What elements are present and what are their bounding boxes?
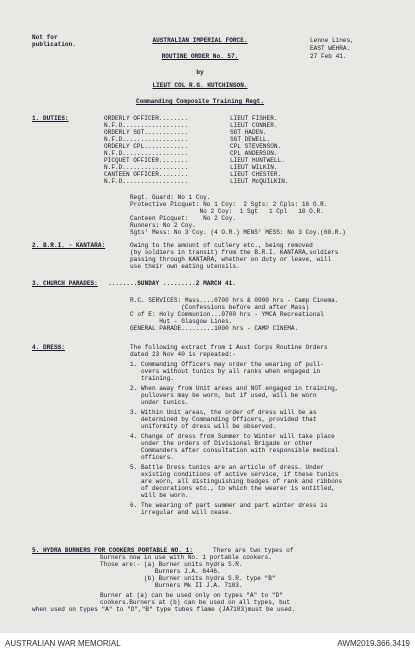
list-item: training.: [130, 375, 174, 382]
hydra-line: Burners J.A. 6446.: [100, 568, 221, 575]
guard-detail: Regt. Guard: No 1 Coy.: [130, 194, 211, 201]
footer-accession-number: AWM2019.366.3419: [337, 639, 410, 648]
duty-name: LIEUT McQUILKIN.: [230, 178, 289, 185]
duty-name: SGT DEWELL.: [230, 136, 271, 143]
duty-label: N.F.D..................: [104, 178, 189, 185]
location: Lenne Lines,: [310, 37, 354, 44]
duty-label: N.F.D..................: [104, 164, 189, 171]
duty-name: CPL STEVENSON.: [230, 143, 282, 150]
hydra-line: burners now in use with No. 1 portable cookers.: [100, 554, 272, 561]
list-item: under the orders of Divisional Brigade or other: [130, 440, 313, 447]
guard-detail: Canteen Picquet: No 2 Coy.: [130, 215, 237, 222]
hydra-line: Burners Mk II J.A. 7103.: [100, 582, 243, 589]
force-title: AUSTRALIAN IMPERIAL FORCE.: [152, 37, 248, 44]
list-item: of decorations etc., to which the wearer is entitled,: [130, 485, 335, 492]
list-item: uniformity of dress will be observed.: [130, 423, 277, 430]
list-item: overs without tunics by all ranks when engaged in: [130, 368, 321, 375]
hydra-line: Those are:- (a) Burner units hydra S.R.: [100, 561, 243, 568]
list-item: existing conditions of active service, if these tunics: [130, 471, 339, 478]
service-line: (Confessions before and after Mass): [130, 304, 310, 311]
bri-heading: 2. B.R.I. - KANTARA:: [32, 242, 106, 249]
dress-heading: 4. DRESS:: [32, 344, 65, 351]
list-item: are worn, all distinguishing badges of rank and ribbons: [130, 478, 343, 485]
duty-name: SGT HADEN.: [230, 129, 267, 136]
list-item: determined by Commanding Officers, provided that: [130, 416, 317, 423]
guard-detail: No 2 Coy: 1 Sgt 1 Cpl 10 O.R.: [130, 208, 324, 215]
dress-intro: The following extract from 1 Aust Corps Routine Orders: [130, 344, 328, 351]
duty-name: CPL ANDERSON.: [230, 150, 278, 157]
list-item: pullovers may be worn, but if used, will be worn: [130, 392, 317, 399]
bri-line: use their own eating utensils.: [130, 263, 240, 270]
duty-name: LIEUT FISHER.: [230, 115, 278, 122]
hydra-line: (b) Burner units hydra S.R. type "B": [100, 575, 276, 582]
list-item: will be worn.: [130, 492, 189, 499]
footer-source: AUSTRALIAN WAR MEMORIAL: [5, 639, 121, 648]
archive-footer: [0, 633, 415, 653]
list-item: officers.: [130, 454, 174, 461]
list-item: under tunics.: [130, 399, 189, 406]
guard-detail: Protective Picquet: No 1 Coy: 2 Sgts: 2 Cpls: 16 O.R.: [130, 201, 328, 208]
dress-intro: dated 23 Nov 40 is repeated:-: [130, 351, 237, 358]
service-line: R.C. SERVICES: Mass....0700 hrs & 0900 hrs - Camp Cinema.: [130, 297, 339, 304]
duty-label: ORDERLY OFFICER........: [104, 115, 189, 122]
duty-name: LIEUT HUNTWELL.: [230, 157, 285, 164]
hydra-line: Burner at (a) can be used only on types "A" to "D": [100, 592, 283, 599]
duty-label: ORDERLY CPL............: [104, 143, 189, 150]
list-item: 6. The wearing of part summer and part winter dress is: [130, 502, 328, 509]
order-number: ROUTINE ORDER No. 57.: [161, 53, 239, 60]
not-for-label: Not for: [32, 34, 58, 41]
commander-name: LIEUT COL R.G. HUTCHINSON.: [152, 82, 248, 89]
bri-line: passing through KANTARA, whether on duty or leave, will: [130, 256, 332, 263]
list-item: irregular and will cease.: [130, 509, 233, 516]
list-item: 2. When away from Unit areas and NOT engaged in training,: [130, 385, 339, 392]
publication-label: publication.: [32, 41, 76, 48]
duty-label: PICQUET OFFICER........: [104, 157, 189, 164]
duty-label: CANTEEN OFFICER........: [104, 171, 189, 178]
hydra-line: when used on types "A" to "D","B" type tubes flame (JA7103)must be used.: [32, 606, 296, 613]
church-heading: 3. CHURCH PARADES:: [32, 280, 98, 287]
list-item: 3. Within Unit areas, the order of dress will be as: [130, 409, 317, 416]
church-date-line: ........SUNDAY .........2 MARCH 41.: [108, 280, 236, 287]
duties-heading: 1. DUTIES:: [32, 115, 69, 122]
duty-label: N.F.D..................: [104, 122, 189, 129]
hydra-line: There are two types of: [213, 547, 294, 554]
guard-detail: Runners: No 2 Coy.: [130, 222, 196, 229]
duty-label: ORDERLY SGT............: [104, 129, 189, 136]
bri-line: (by soldiers in transit) from the B.R.I. KANTARA,soldiers: [130, 249, 339, 256]
list-item: 5. Battle Dress tunics are an article of dress. Under: [130, 464, 324, 471]
date: 27 Feb 41.: [310, 53, 347, 60]
duty-label: N.F.D..................: [104, 150, 189, 157]
guard-detail: Sgts' Mess: No 3 Coy. (4 O.R.) MENS' MESS: No 3 Coy.(60.R.): [130, 229, 346, 236]
list-item: Commanders after consultation with responsible medical: [130, 447, 339, 454]
by-label: by: [196, 69, 204, 76]
hydra-line: cookers.Burners at (b) can be used on all types, but: [100, 599, 291, 606]
duty-label: N.F.D..................: [104, 136, 189, 143]
service-line: C of E: Holy Communion...0700 hrs - YMCA Recreational: [130, 311, 324, 318]
unit-name: Commanding Composite Training Regt.: [136, 98, 264, 105]
bri-line: Owing to the amount of cutlery etc., being removed: [130, 242, 313, 249]
list-item: 4. Change of dress from Summer to Winter will take place: [130, 433, 335, 440]
duty-name: LIEUT CONNER.: [230, 122, 278, 129]
list-item: 1. Commanding Officers may order the wearing of pull-: [130, 361, 324, 368]
service-line: GENERAL PARADE.........1000 hrs - CAMP CINEMA.: [130, 325, 299, 332]
duty-name: LIEUT WILKIN.: [230, 164, 278, 171]
hydra-heading: 5. HYDRA BURNERS FOR COOKERS PORTABLE NO. 1:: [32, 547, 193, 554]
place: EAST WEHRA.: [310, 45, 351, 52]
duty-name: LIEUT CHESTER.: [230, 171, 282, 178]
service-line: Hut - Glasgow Lines.: [130, 318, 233, 325]
